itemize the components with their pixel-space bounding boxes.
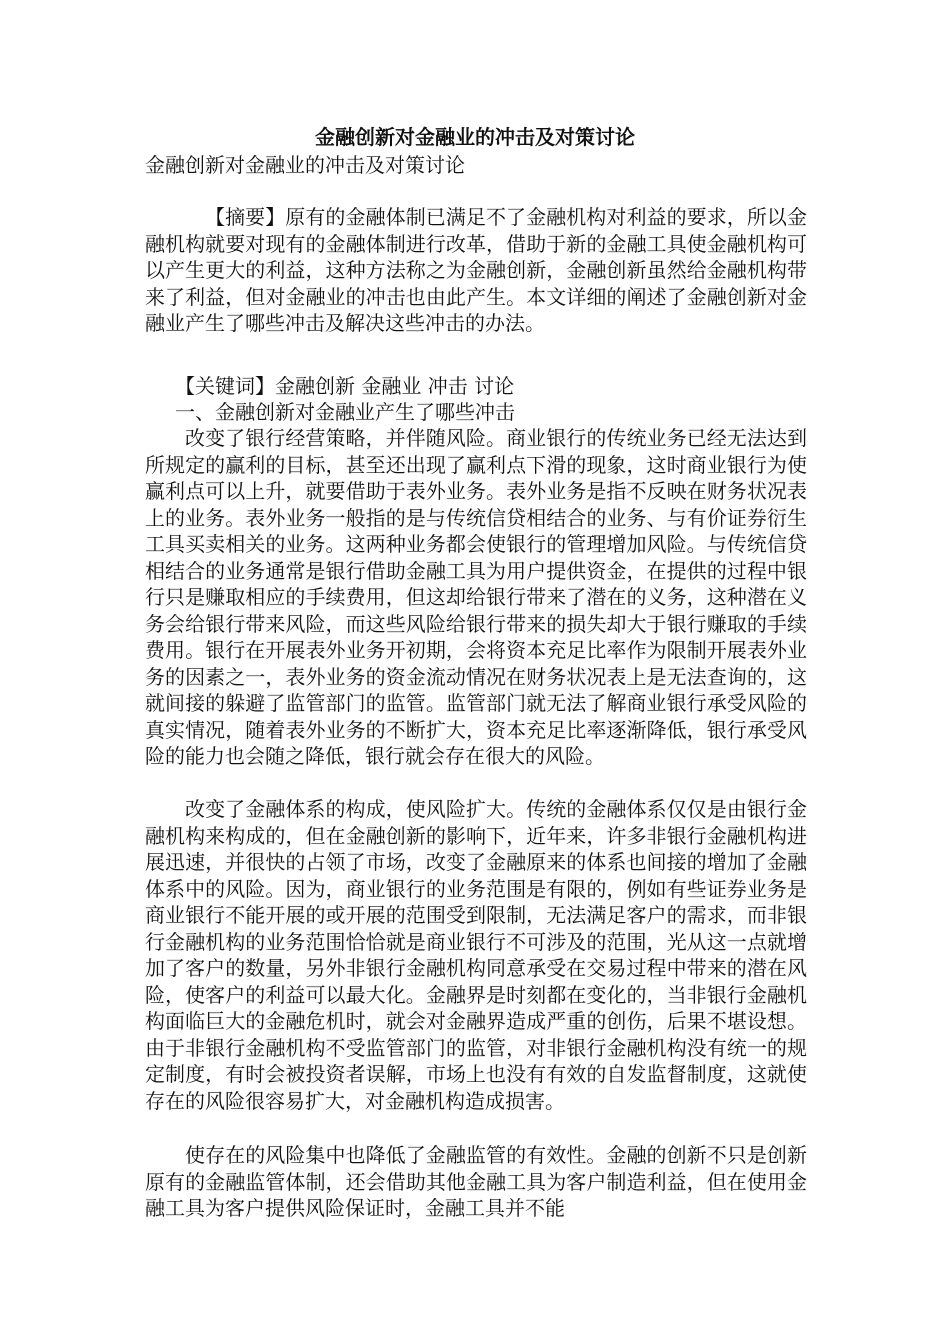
body-paragraph-2: 改变了金融体系的构成，使风险扩大。传统的金融体系仅仅是由银行金融机构来构成的，但在金融创新的影响下，近年来，许多非银行金融机构进展迅速，并很快的占领了市场，改变了金融原来的体系也间接的增加了金融体系中的风险。因为，商业银行的业务范围是有限的，例如有些证券业务是商业银行不能开展的或开展的范围受到限制，无法满足客户的需求，而非银行金融机构的业务范围恰恰就是商业银行不可涉及的范围，光从这一点就增加了客户的数量，另外非银行金融机构同意承受在交易过程中带来的潜在风险，使客户的利益可以最大化。金融界是时刻都在变化的，当非银行金融机构面临巨大的金融危机时，就会对金融界造成严重的创伤，后果不堪设想。由于非银行金融机构不受监管部门的监管，对非银行金融机构没有统一的规定制度，有时会被投资者误解，市场上也没有有效的自发监督制度，这就使存在的风险很容易扩大，对金融机构造成损害。: [145, 797, 807, 1113]
body-paragraph-3: 使存在的风险集中也降低了金融监管的有效性。金融的创新不只是创新原有的金融监管体制，还会借助其他金融工具为客户制造利益，但在使用金融工具为客户提供风险保证时，金融工具并不能: [145, 1143, 807, 1220]
body-paragraph-1: 改变了银行经营策略，并伴随风险。商业银行的传统业务已经无法达到所规定的赢利的目标，甚至还出现了赢利点下滑的现象，这时商业银行为使赢利点可以上升，就要借助于表外业务。表外业务是指不反映在财务状况表上的业务。表外业务一般指的是与传统信贷相结合的业务、与有价证券衍生工具买卖相关的业务。这两种业务都会使银行的管理增加风险。与传统信贷相结合的业务通常是银行借助金融工具为用户提供资金，在提供的过程中银行只是赚取相应的手续费用，但这却给银行带来了潜在的义务，这种潜在义务会给银行带来风险，而这些风险给银行带来的损失却大于银行赚取的手续费用。银行在开展表外业务开初期，会将资本充足比率作为限制开展表外业务的因素之一，表外业务的资金流动情况在财务状况表上是无法查询的，这就间接的躲避了监管部门的监管。监管部门就无法了解商业银行承受风险的真实情况，随着表外业务的不断扩大，资本充足比率逐渐降低，银行承受风险的能力也会随之降低，银行就会存在很大的风险。: [145, 426, 807, 768]
document-title: 金融创新对金融业的冲击及对策讨论: [315, 125, 635, 149]
section-heading: 一、金融创新对金融业产生了哪些冲击: [175, 400, 515, 424]
keywords-line: 【关键词】金融创新 金融业 冲击 讨论: [175, 374, 515, 398]
abstract-paragraph: 【摘要】原有的金融体制已满足不了金融机构对利益的要求，所以金融机构就要对现有的金融体制进行改革，借助于新的金融工具使金融机构可以产生更大的利益，这种方法称之为金融创新，金融创新虽然给金融机构带来了利益，但对金融业的冲击也由此产生。本文详细的阐述了金融创新对金融业产生了哪些冲击及解决这些冲击的办法。: [145, 205, 807, 335]
document-subtitle: 金融创新对金融业的冲击及对策讨论: [145, 153, 465, 177]
